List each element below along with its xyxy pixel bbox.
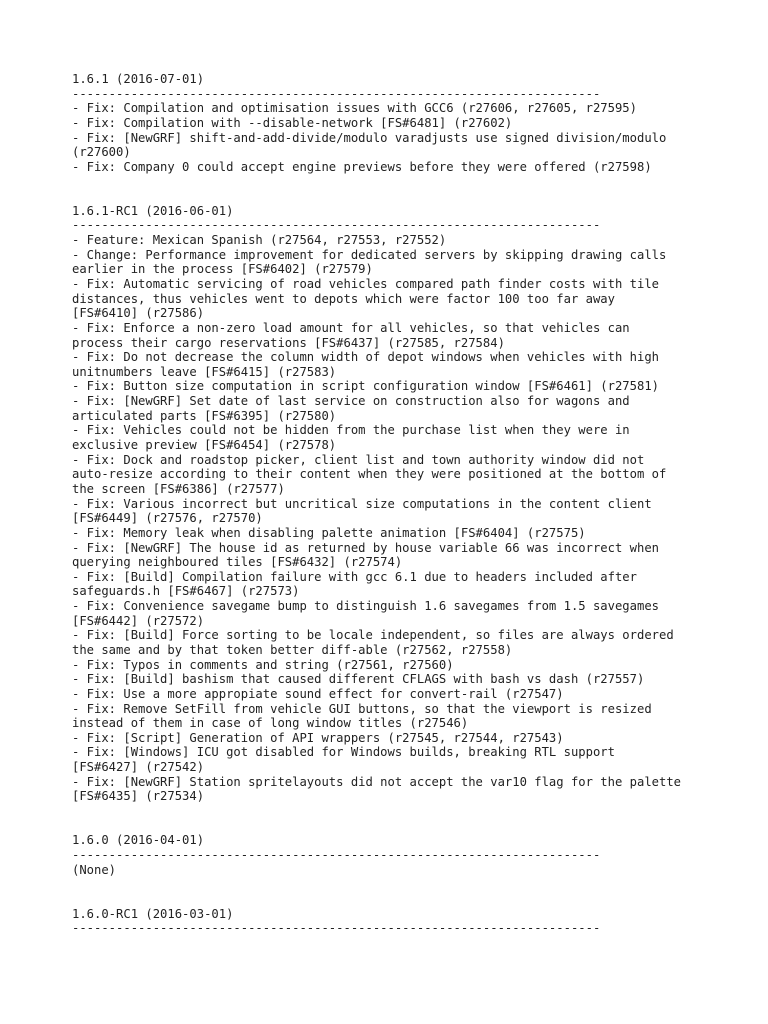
changelog-line: - Fix: [NewGRF] shift-and-add-divide/modulo varadjusts use signed division/modulo bbox=[72, 130, 667, 145]
changelog-line: exclusive preview [FS#6454] (r27578) bbox=[72, 438, 337, 453]
changelog-line: [FS#6435] (r27534) bbox=[72, 789, 205, 804]
section-divider: ------------------------------------------------------------------------ bbox=[72, 218, 601, 233]
changelog-line: - Fix: [Windows] ICU got disabled for Windows builds, breaking RTL support bbox=[72, 745, 615, 760]
changelog-line: - Fix: Various incorrect but uncritical size computations in the content client bbox=[72, 496, 652, 511]
changelog-line: - Fix: [Build] Force sorting to be locale independent, so files are always ordered bbox=[72, 628, 674, 643]
section-divider: ------------------------------------------------------------------------ bbox=[72, 921, 601, 936]
changelog-section bbox=[72, 204, 722, 804]
changelog-line: the same and by that token better diff-able (r27562, r27558) bbox=[72, 643, 513, 657]
changelog-line: - Fix: [NewGRF] Station spritelayouts did not accept the var10 flag for the palette bbox=[72, 774, 682, 789]
changelog-document bbox=[72, 72, 722, 936]
changelog-line: - Feature: Mexican Spanish (r27564, r27553, r27552) bbox=[72, 233, 447, 248]
changelog-line: - Fix: Memory leak when disabling palette animation [FS#6404] (r27575) bbox=[72, 525, 586, 540]
changelog-line: - Fix: Compilation with --disable-network [FS#6481] (r27602) bbox=[72, 115, 513, 130]
changelog-line: - Fix: Button size computation in script configuration window [FS#6461] (r27581) bbox=[72, 379, 659, 394]
changelog-line: - Fix: Do not decrease the column width of depot windows when vehicles with high bbox=[72, 350, 659, 365]
changelog-line: - Fix: [Build] bashism that caused different CFLAGS with bash vs dash (r27557) bbox=[72, 672, 645, 687]
changelog-line: the screen [FS#6386] (r27577) bbox=[72, 481, 285, 496]
changelog-line: - Fix: Compilation and optimisation issues with GCC6 (r27606, r27605, r27595) bbox=[72, 101, 637, 116]
changelog-line: - Fix: [Script] Generation of API wrappers (r27545, r27544, r27543) bbox=[72, 730, 564, 745]
changelog-section bbox=[72, 72, 722, 174]
changelog-line: - Fix: Company 0 could accept engine previews before they were offered (r27598) bbox=[72, 159, 652, 174]
changelog-line: unitnumbers leave [FS#6415] (r27583) bbox=[72, 364, 337, 379]
changelog-line: distances, thus vehicles went to depots which were factor 100 too far away bbox=[72, 291, 615, 306]
changelog-line: - Fix: [NewGRF] The house id as returned by house variable 66 was incorrect when bbox=[72, 540, 659, 555]
changelog-line: auto-resize according to their content when they were positioned at the bottom of bbox=[72, 467, 667, 482]
changelog-line: - Fix: Use a more appropiate sound effect for convert-rail (r27547) bbox=[72, 686, 564, 701]
changelog-line: - Fix: [NewGRF] Set date of last service on construction also for wagons and bbox=[72, 394, 630, 409]
changelog-line: earlier in the process [FS#6402] (r27579) bbox=[72, 262, 373, 277]
version-heading: 1.6.0 (2016-04-01) bbox=[72, 833, 205, 848]
changelog-line: safeguards.h [FS#6467] (r27573) bbox=[72, 584, 300, 599]
changelog-section bbox=[72, 907, 722, 936]
changelog-section bbox=[72, 833, 722, 877]
changelog-line: - Fix: Automatic servicing of road vehicles compared path finder costs with tile bbox=[72, 276, 659, 291]
changelog-line: - Fix: Convenience savegame bump to distinguish 1.6 savegames from 1.5 savegames bbox=[72, 599, 659, 614]
section-divider: ------------------------------------------------------------------------ bbox=[72, 86, 601, 101]
changelog-line: (r27600) bbox=[72, 145, 131, 160]
changelog-line: instead of them in case of long window titles (r27546) bbox=[72, 716, 469, 731]
changelog-line: - Fix: Remove SetFill from vehicle GUI buttons, so that the viewport is resized bbox=[72, 701, 652, 716]
changelog-line: querying neighboured tiles [FS#6432] (r27574) bbox=[72, 555, 403, 570]
version-heading: 1.6.0-RC1 (2016-03-01) bbox=[72, 906, 234, 921]
changelog-line: (None) bbox=[72, 862, 117, 877]
changelog-line: - Fix: [Build] Compilation failure with gcc 6.1 due to headers included after bbox=[72, 569, 637, 584]
changelog-line: - Fix: Vehicles could not be hidden from the purchase list when they were in bbox=[72, 423, 630, 438]
changelog-line: - Change: Performance improvement for dedicated servers by skipping drawing calls bbox=[72, 247, 667, 262]
version-heading: 1.6.1-RC1 (2016-06-01) bbox=[72, 203, 234, 218]
changelog-line: [FS#6442] (r27572) bbox=[72, 613, 205, 628]
changelog-line: [FS#6427] (r27542) bbox=[72, 760, 205, 775]
changelog-line: - Fix: Enforce a non-zero load amount for all vehicles, so that vehicles can bbox=[72, 320, 630, 335]
changelog-line: [FS#6449] (r27576, r27570) bbox=[72, 511, 263, 526]
changelog-line: - Fix: Dock and roadstop picker, client list and town authority window did not bbox=[72, 452, 645, 467]
section-divider: ------------------------------------------------------------------------ bbox=[72, 847, 601, 862]
changelog-line: [FS#6410] (r27586) bbox=[72, 306, 205, 321]
changelog-line: process their cargo reservations [FS#6437] (r27585, r27584) bbox=[72, 335, 505, 350]
version-heading: 1.6.1 (2016-07-01) bbox=[72, 72, 205, 86]
changelog-line: - Fix: Typos in comments and string (r27561, r27560) bbox=[72, 657, 454, 672]
changelog-line: articulated parts [FS#6395] (r27580) bbox=[72, 408, 337, 423]
